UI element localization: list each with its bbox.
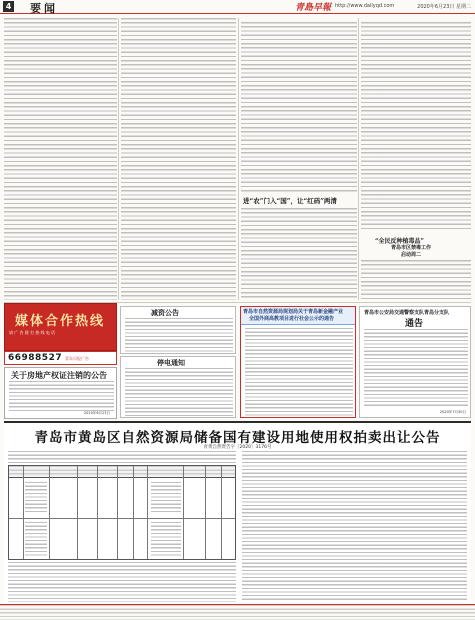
mid-headline-box: [241, 196, 357, 206]
power-outage-title: 停电通知: [157, 358, 185, 367]
traffic-title-2: 通告: [405, 319, 424, 329]
third-column-text: [241, 22, 357, 192]
column-divider: [118, 18, 119, 300]
table-row: [25, 522, 47, 556]
power-outage-notice: [120, 356, 236, 418]
land-auction-intro: [8, 451, 236, 463]
right-column-text-2: [361, 260, 471, 300]
table-row: [151, 482, 181, 514]
table-col-line: [205, 466, 206, 559]
table-header: [9, 466, 235, 478]
table-col-line: [183, 466, 184, 559]
ad-phone-strip: [4, 351, 117, 365]
land-auction-notice: [4, 421, 471, 603]
property-cancel-notice: [4, 367, 117, 419]
right-headline-3: 启动周二: [401, 252, 422, 258]
land-auction-doc-number: 青黄自然资告字〔2020〕3176号: [203, 445, 272, 450]
right-headline-1: “全民反种植毒品”: [375, 238, 424, 245]
mid-headline-1: 进“农”门入“国”，让“红码”两清: [243, 197, 337, 205]
site-url[interactable]: http://www.dailyqd.com: [335, 3, 395, 9]
right-column-text: [361, 22, 471, 232]
media-cooperation-ad: [4, 303, 117, 351]
column-divider: [358, 18, 359, 300]
table-col-line: [77, 466, 78, 559]
land-auction-title: 青岛市黄岛区自然资源局储备国有建设用地使用权拍卖出让公告: [34, 430, 441, 446]
land-auction-terms-right: [242, 451, 467, 601]
traffic-signature: 2020年7月30日: [439, 410, 466, 414]
land-auction-terms-left: [8, 562, 236, 602]
notice-body: [9, 381, 114, 411]
table-col-line: [49, 466, 50, 559]
traffic-title: 青岛市公安局交通警察支队青岛分支队: [364, 310, 450, 316]
table-col-line: [147, 466, 148, 559]
table-col-line: [23, 466, 24, 559]
masthead-logo: 青島早報: [295, 3, 332, 13]
third-column-text-2: [241, 208, 357, 300]
table-col-line: [97, 466, 98, 559]
second-column-text: [121, 18, 236, 300]
traffic-body: [364, 329, 468, 407]
notice-signature: 2020年6月23日: [83, 411, 110, 415]
left-column-text: [4, 18, 117, 300]
issue-date: 2020年6月23日 星期二: [417, 4, 471, 10]
right-headline-2: 青岛市区禁毒工作: [391, 245, 432, 251]
planning-title-2: 全国外商高教项目进行社会公示的通告: [249, 316, 335, 322]
ad-subtitle: 请 广 告 拨 打 热 线 电 话: [9, 330, 56, 335]
planning-publicity-notice: [240, 306, 356, 418]
page-header: [0, 0, 475, 14]
table-col-line: [221, 466, 222, 559]
capital-reduction-body: [125, 318, 233, 353]
column-divider: [238, 18, 239, 300]
ad-phone-label: 青岛早报广告: [65, 356, 89, 361]
table-row: [25, 482, 47, 514]
table-row-line: [9, 518, 235, 519]
table-row: [151, 522, 181, 556]
ad-phone-number: 66988527: [8, 353, 63, 363]
capital-reduction-title: 减资公告: [151, 308, 179, 317]
traffic-police-notice: [359, 306, 471, 418]
table-col-line: [133, 466, 134, 559]
notice-title: 关于房地产权证注销的公告: [11, 370, 107, 380]
right-headline-box: [361, 236, 471, 258]
planning-title-1: 青岛市自然资源局规划局关于青岛新金融产业: [243, 309, 344, 315]
page-footer: [0, 604, 475, 620]
land-parcel-table: [8, 465, 236, 560]
power-outage-body: [125, 368, 233, 416]
page-number: 4: [3, 1, 14, 12]
capital-reduction-notice: [120, 306, 236, 354]
planning-body: [245, 328, 353, 416]
table-col-line: [117, 466, 118, 559]
section-title: 要闻: [30, 2, 58, 15]
ad-title: 媒体合作热线: [15, 314, 106, 329]
